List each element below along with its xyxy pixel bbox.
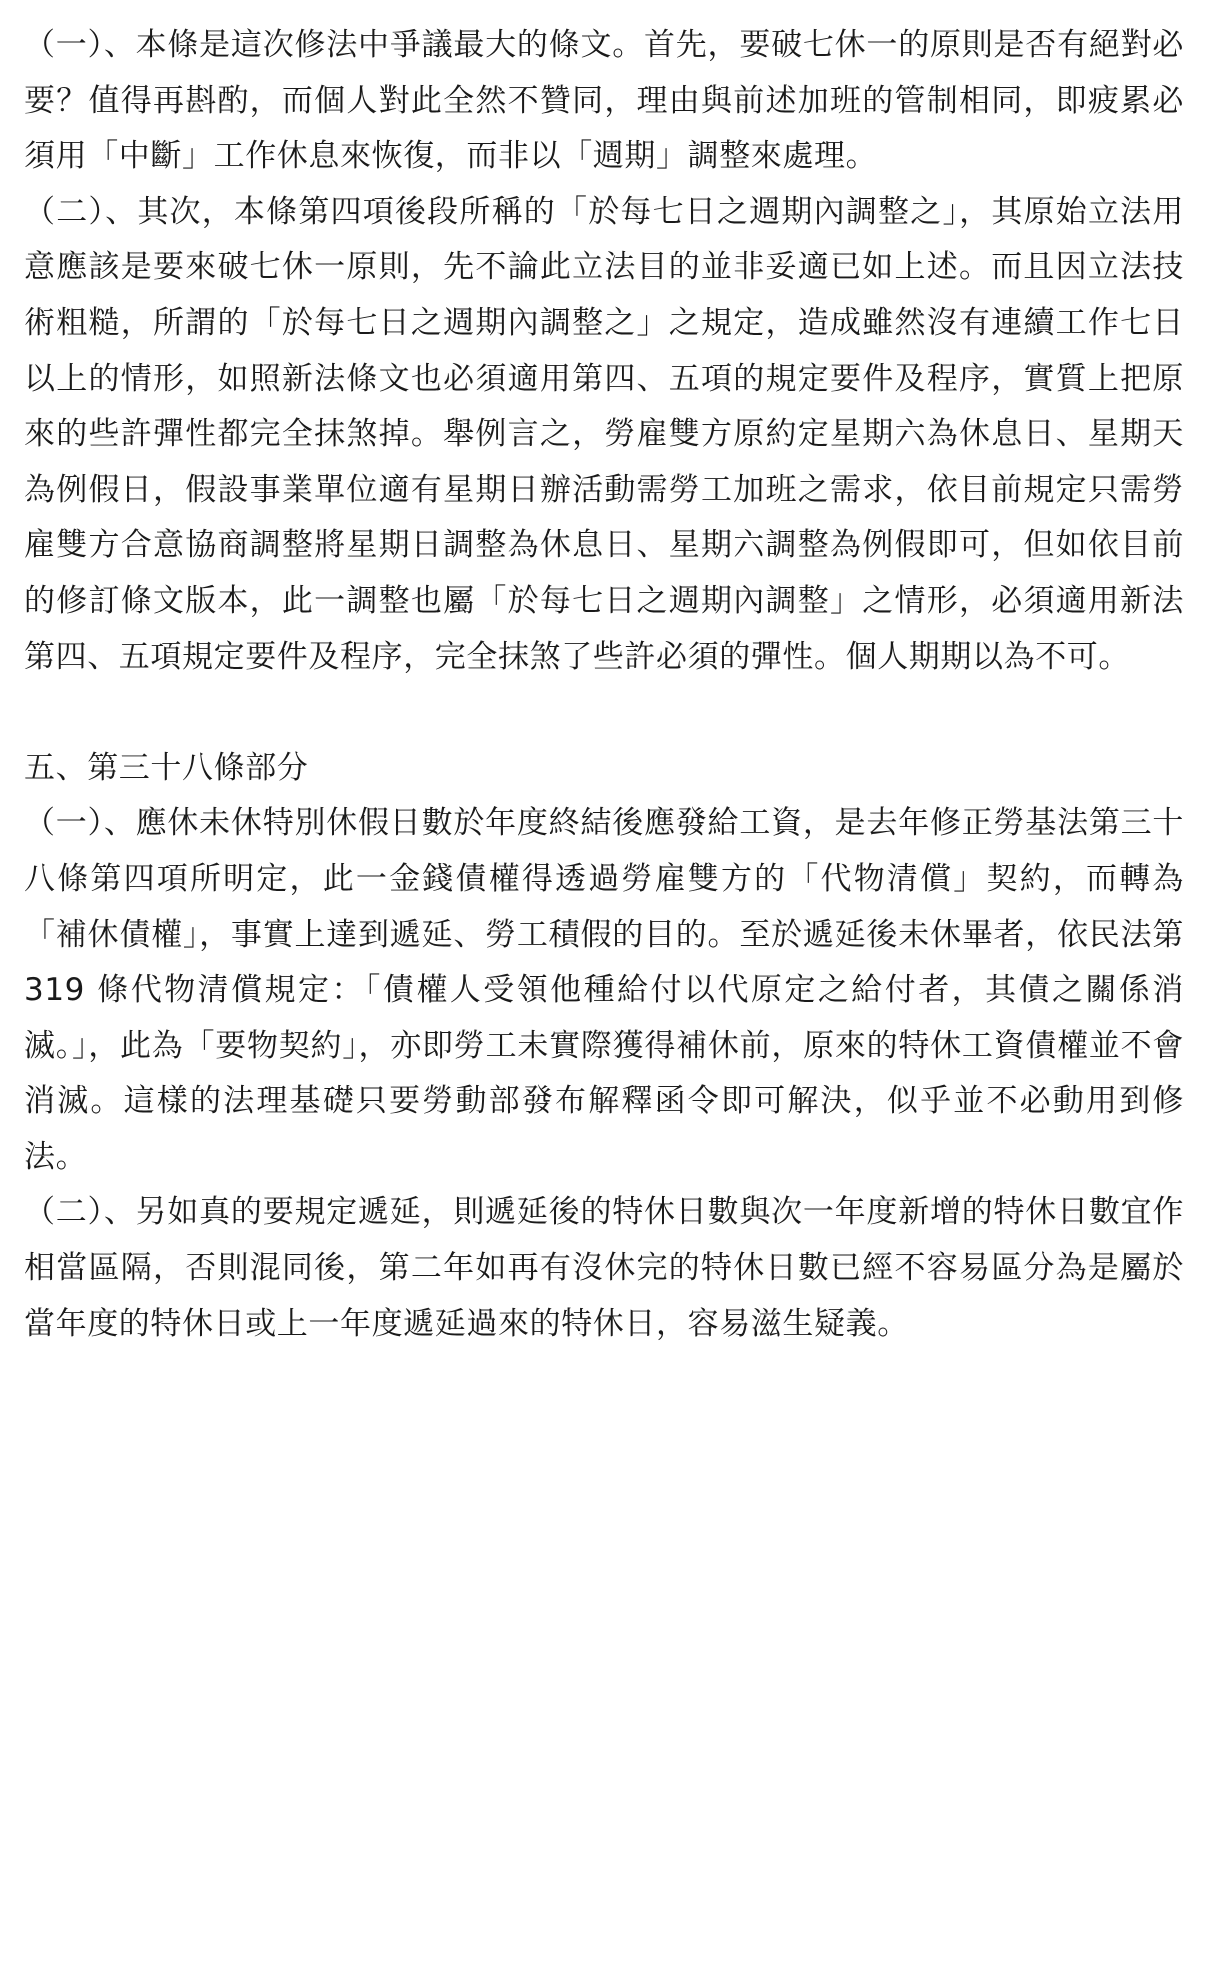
- paragraph-spacer: [24, 685, 1184, 741]
- paragraph-5-1: （一）、應休未休特別休假日數於年度終結後應發給工資，是去年修正勞基法第三十八條第四項所明定，此一金錢債權得透過勞雇雙方的「代物清償」契約，而轉為「補休債權」，事實上達到遞延、勞工積假的目的。至於遞延後未休畢者，依民法第 319 條代物清償規定：「債權人受領他種給付以代原定之給付者，其債之關係消滅。」，此為「要物契約」，亦即勞工未實際獲得補休前，原來的特休工資債權並不會消滅。這樣的法理基礎只要勞動部發布解釋函令即可解決，似乎並不必動用到修法。: [24, 805, 1184, 1175]
- paragraph-4-2: （二）、其次，本條第四項後段所稱的「於每七日之週期內調整之」，其原始立法用意應該是要來破七休一原則，先不論此立法目的並非妥適已如上述。而且因立法技術粗糙，所謂的「於每七日之週期內調整之」之規定，造成雖然沒有連續工作七日以上的情形，如照新法條文也必須適用第四、五項的規定要件及程序，實質上把原來的些許彈性都完全抹煞掉。舉例言之，勞雇雙方原約定星期六為休息日、星期天為例假日，假設事業單位適有星期日辦活動需勞工加班之需求，依目前規定只需勞雇雙方合意協商調整將星期日調整為休息日、星期六調整為例假即可，但如依目前的修訂條文版本，此一調整也屬「於每七日之週期內調整」之情形，必須適用新法第四、五項規定要件及程序，完全抹煞了些許必須的彈性。個人期期以為不可。: [24, 193, 1184, 675]
- document-page: [24, 18, 1184, 1352]
- section-5-heading: 五、第三十八條部分: [24, 749, 309, 786]
- paragraph-5-2: （二）、另如真的要規定遞延，則遞延後的特休日數與次一年度新增的特休日數宜作相當區隔，否則混同後，第二年如再有沒休完的特休日數已經不容易區分為是屬於當年度的特休日或上一年度遞延過來的特休日，容易滋生疑義。: [24, 1194, 1184, 1342]
- paragraph-4-1: （一）、本條是這次修法中爭議最大的條文。首先，要破七休一的原則是否有絕對必要？值得再斟酌，而個人對此全然不贊同，理由與前述加班的管制相同，即疲累必須用「中斷」工作休息來恢復，而非以「週期」調整來處理。: [24, 27, 1184, 175]
